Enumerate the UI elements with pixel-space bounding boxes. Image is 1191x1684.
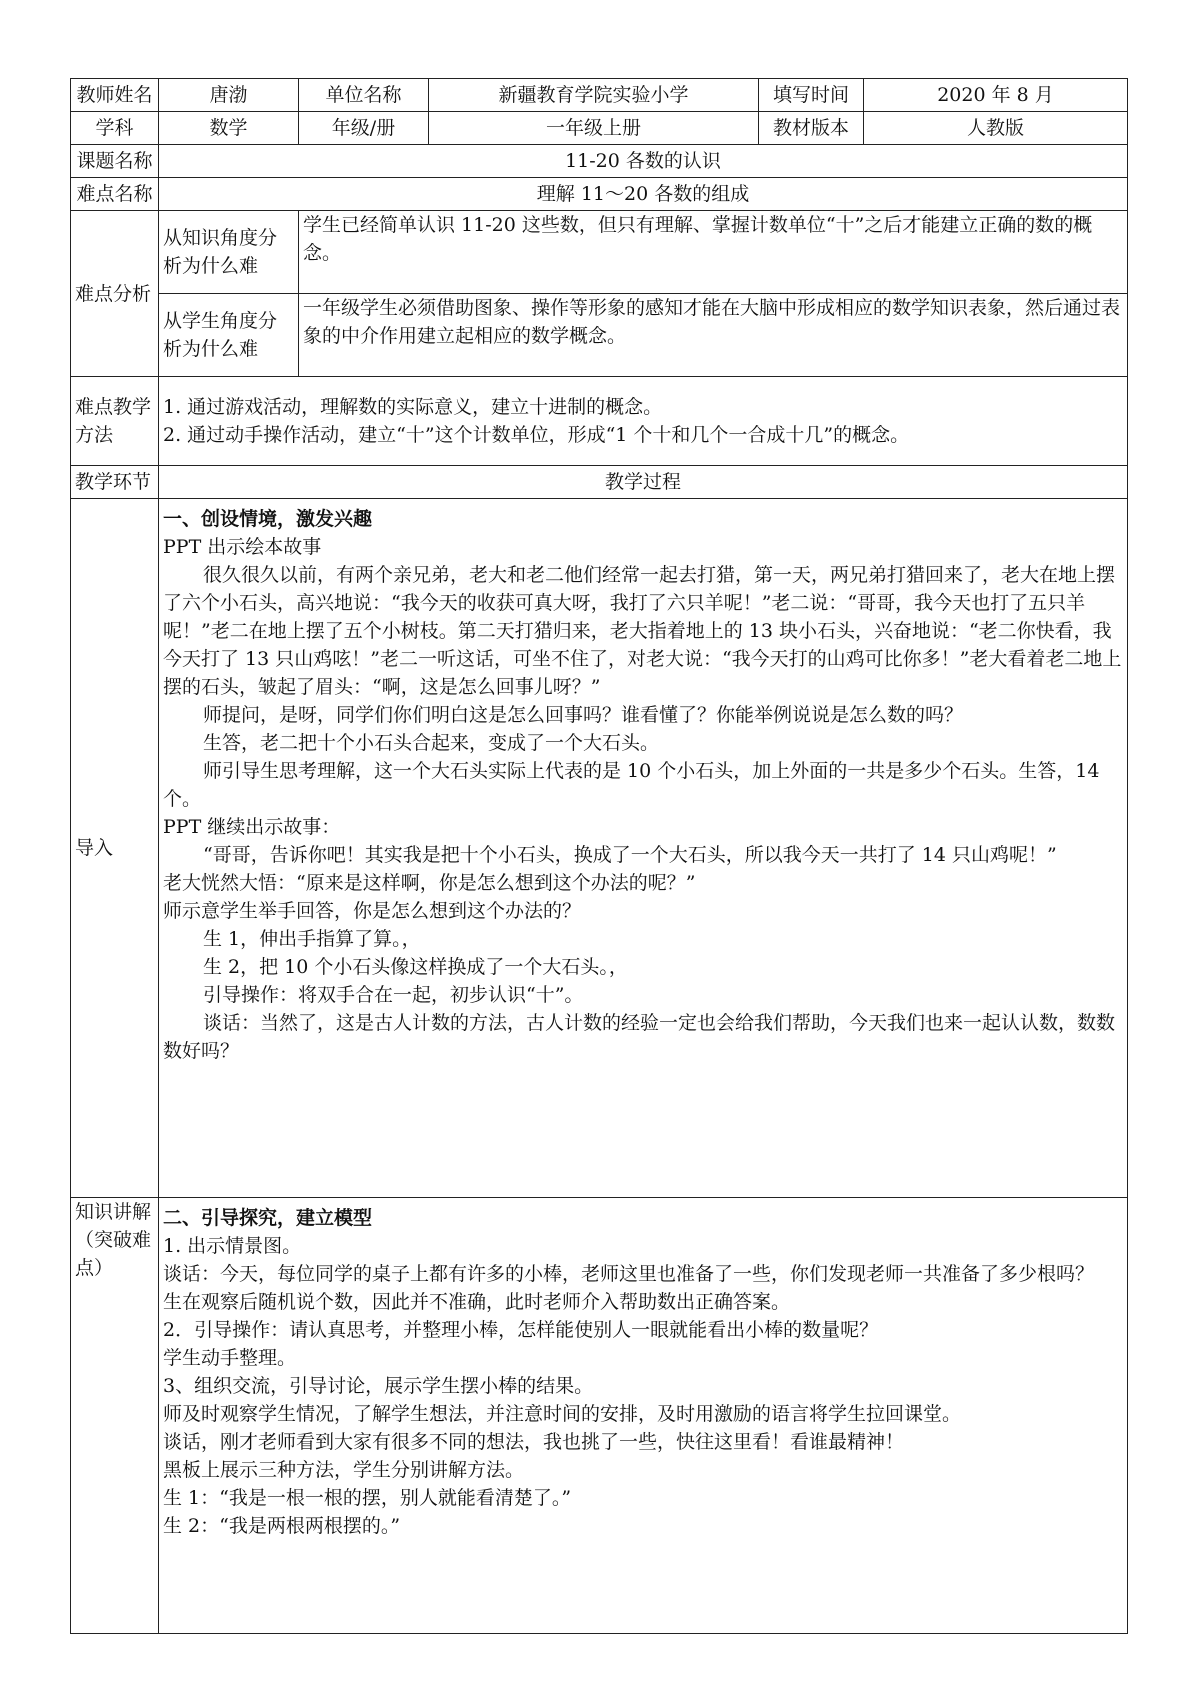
- analysis-row-knowledge: [71, 211, 1128, 294]
- date-value: 2020 年 8 月: [864, 79, 1128, 112]
- intro-line: 师示意学生举手回答，你是怎么想到这个办法的？: [163, 900, 582, 922]
- difficulty-row: [71, 178, 1128, 211]
- knowledge-line: 生 1：“我是一根一根的摆，别人就能看清楚了。”: [163, 1487, 572, 1509]
- method-content: [159, 377, 1128, 466]
- topic-row: [71, 145, 1128, 178]
- student-angle-text: 一年级学生必须借助图象、操作等形象的感知才能在大脑中形成相应的数学知识表象，然后通过表象的中介作用建立起相应的数学概念。: [299, 294, 1128, 377]
- intro-line: PPT 继续出示故事：: [163, 816, 341, 838]
- intro-line: “哥哥，告诉你吧！其实我是把十个小石头，换成了一个大石头，所以我今天一共打了 14 只山鸡呢！”: [203, 844, 1057, 866]
- intro-line: 生答，老二把十个小石头合起来，变成了一个大石头。: [203, 732, 660, 754]
- intro-line: 老大恍然大悟：“原来是这样啊，你是怎么想到这个办法的呢？”: [163, 872, 696, 894]
- unit-label: 单位名称: [299, 79, 429, 112]
- intro-line: 师引导生思考理解，这一个大石头实际上代表的是 10 个小石头，加上外面的一共是多少个石头。生答，14 个。: [163, 760, 1100, 810]
- knowledge-line: 师及时观察学生情况，了解学生想法，并注意时间的安排，及时用激励的语言将学生拉回课堂。: [163, 1403, 962, 1425]
- date-label: 填写时间: [759, 79, 864, 112]
- intro-title: 一、创设情境，激发兴趣: [163, 508, 373, 530]
- knowledge-line: 生在观察后随机说个数，因此并不准确，此时老师介入帮助数出正确答案。: [163, 1291, 791, 1313]
- knowledge-stage-label: 知识讲解（突破难点）: [71, 1198, 159, 1634]
- edition-label: 教材版本: [759, 112, 864, 145]
- analysis-row-student: [71, 294, 1128, 377]
- subject-label: 学科: [71, 112, 159, 145]
- knowledge-line: 1. 出示情景图。: [163, 1235, 302, 1257]
- grade-label: 年级/册: [299, 112, 429, 145]
- stage-column-header: 教学环节: [71, 466, 159, 499]
- method-label: 难点教学方法: [71, 377, 159, 466]
- difficulty-label: 难点名称: [71, 178, 159, 211]
- analysis-label: 难点分析: [71, 211, 159, 377]
- knowledge-line: 3、组织交流，引导讨论，展示学生摆小棒的结果。: [163, 1375, 594, 1397]
- method-line-1: 1. 通过游戏活动，理解数的实际意义，建立十进制的概念。: [163, 396, 663, 418]
- intro-line: 生 2，把 10 个小石头像这样换成了一个大石头。，: [203, 956, 628, 978]
- topic-value: 11-20 各数的认识: [159, 145, 1128, 178]
- intro-row: [71, 499, 1128, 1198]
- knowledge-row: [71, 1198, 1128, 1634]
- process-header-row: [71, 466, 1128, 499]
- intro-stage-label: 导入: [71, 499, 159, 1198]
- knowledge-line: 谈话：今天，每位同学的桌子上都有许多的小棒，老师这里也准备了一些，你们发现老师一共准备了多少根吗？: [163, 1263, 1095, 1285]
- knowledge-angle-text: 学生已经简单认识 11-20 这些数，但只有理解、掌握计数单位“十”之后才能建立正确的数的概念。: [299, 211, 1128, 294]
- unit-value: 新疆教育学院实验小学: [429, 79, 759, 112]
- topic-label: 课题名称: [71, 145, 159, 178]
- teacher-label: 教师姓名: [71, 79, 159, 112]
- knowledge-line: 黑板上展示三种方法，学生分别讲解方法。: [163, 1459, 525, 1481]
- method-line-2: 2. 通过动手操作活动，建立“十”这个计数单位，形成“1 个十和几个一合成十几”的概念。: [163, 424, 910, 446]
- lesson-plan-table: [70, 78, 1128, 1634]
- intro-line: 生 1，伸出手指算了算。，: [203, 928, 421, 950]
- knowledge-angle-label: 从知识角度分析为什么难: [159, 211, 299, 294]
- knowledge-content: [159, 1198, 1128, 1634]
- process-column-header: 教学过程: [159, 466, 1128, 499]
- edition-value: 人教版: [864, 112, 1128, 145]
- knowledge-title: 二、引导探究，建立模型: [163, 1207, 373, 1229]
- intro-line: 引导操作：将双手合在一起，初步认识“十”。: [203, 984, 584, 1006]
- knowledge-line: 谈话，刚才老师看到大家有很多不同的想法，我也挑了一些，快往这里看！看谁最精神！: [163, 1431, 905, 1453]
- method-row: [71, 377, 1128, 466]
- student-angle-label: 从学生角度分析为什么难: [159, 294, 299, 377]
- knowledge-line: 2．引导操作：请认真思考，并整理小棒，怎样能使别人一眼就能看出小棒的数量呢？: [163, 1319, 879, 1341]
- intro-line: 师提问，是呀，同学们你们明白这是怎么回事吗？谁看懂了？你能举例说说是怎么数的吗？: [203, 704, 964, 726]
- header-row-1: [71, 79, 1128, 112]
- grade-value: 一年级上册: [429, 112, 759, 145]
- difficulty-value: 理解 11～20 各数的组成: [159, 178, 1128, 211]
- lesson-plan-page: [70, 78, 1127, 1634]
- header-row-2: [71, 112, 1128, 145]
- knowledge-line: 学生动手整理。: [163, 1347, 297, 1369]
- teacher-value: 唐渤: [159, 79, 299, 112]
- intro-content: [159, 499, 1128, 1198]
- intro-story: 很久很久以前，有两个亲兄弟，老大和老二他们经常一起去打猎，第一天，两兄弟打猎回来了，老大在地上摆了六个小石头，高兴地说：“我今天的收获可真大呀，我打了六只羊呢！”老二说：“哥哥，我今天也打了五只羊呢！”老二在地上摆了五个小树枝。第二天打猎归来，老大指着地上的 13 块小石头，兴奋地说：“老二你快看，我今天打了 13 只山鸡呟！”老二一听这话，可坐不住了，对老大说：“我今天打的山鸡可比你多！”老大看着老二地上摆的石头，皱起了眉头：“啊，这是怎么回事儿呀？”: [163, 564, 1122, 698]
- intro-line: 谈话：当然了，这是古人计数的方法，古人计数的经验一定也会给我们帮助，今天我们也来一起认认数，数数数好吗？: [163, 1012, 1116, 1062]
- subject-value: 数学: [159, 112, 299, 145]
- knowledge-line: 生 2：“我是两根两根摆的。”: [163, 1515, 401, 1537]
- intro-line: PPT 出示绘本故事: [163, 536, 322, 558]
